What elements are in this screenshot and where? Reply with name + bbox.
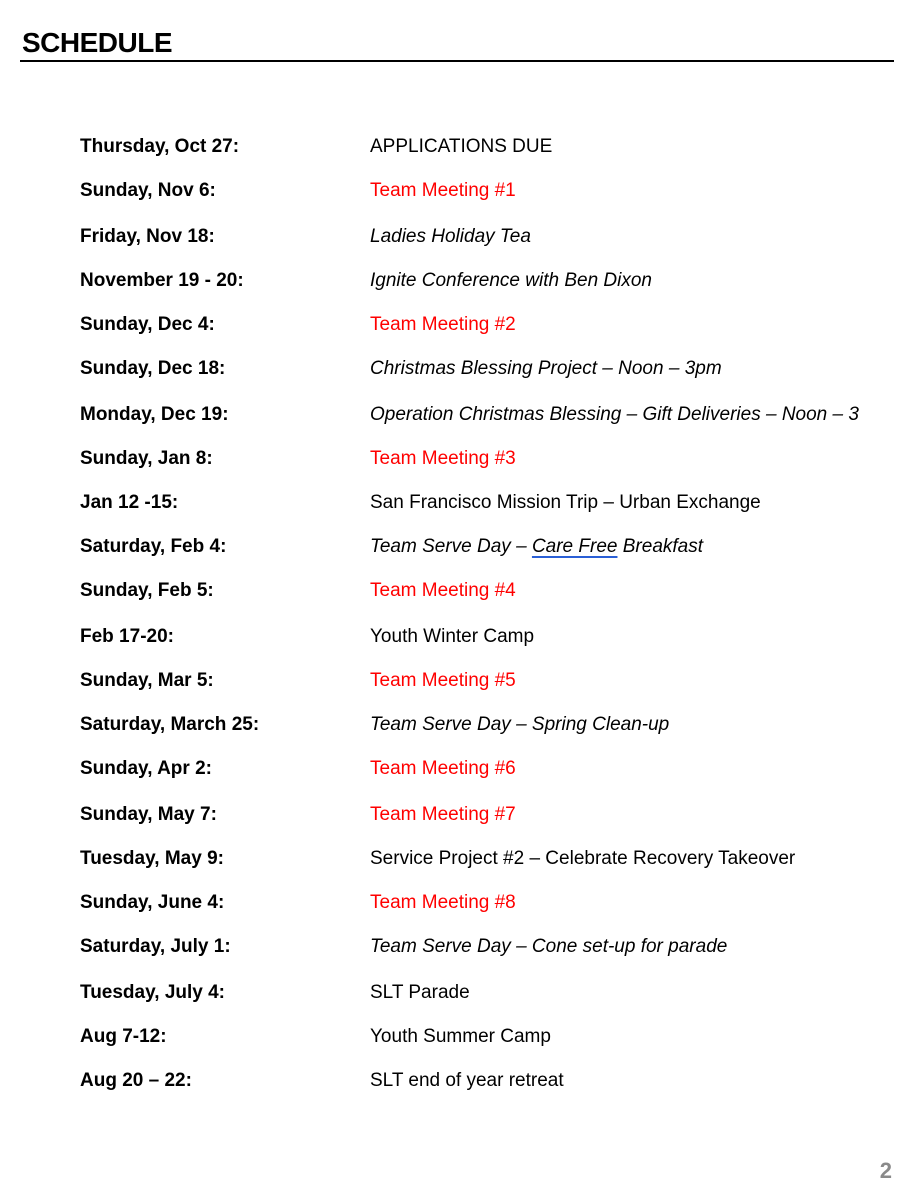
schedule-row xyxy=(0,400,922,430)
spellcheck-underlined-text[interactable]: Care Free xyxy=(531,536,618,557)
schedule-row xyxy=(0,310,922,340)
schedule-row xyxy=(0,222,922,252)
event-text-part: Breakfast xyxy=(617,536,704,557)
schedule-event: Team Serve Day – Cone set-up for parade xyxy=(370,936,728,957)
schedule-row xyxy=(0,354,922,384)
schedule-date: Sunday, Jan 8: xyxy=(80,448,213,469)
schedule-date: Sunday, Dec 4: xyxy=(80,314,215,335)
schedule-date: Friday, Nov 18: xyxy=(80,226,215,247)
schedule-event: Ignite Conference with Ben Dixon xyxy=(370,270,652,291)
page-title: SCHEDULE xyxy=(22,27,173,58)
schedule-date: Thursday, Oct 27: xyxy=(80,136,240,157)
event-text-part: Team Serve Day – xyxy=(370,536,532,557)
schedule-event-team-meeting: Team Meeting #5 xyxy=(370,670,516,691)
schedule-row xyxy=(0,176,922,206)
schedule-event: Christmas Blessing Project – Noon – 3pm xyxy=(370,358,722,379)
schedule-date: Sunday, May 7: xyxy=(80,804,217,825)
schedule-event-team-meeting: Team Meeting #3 xyxy=(370,448,516,469)
schedule-event: Service Project #2 – Celebrate Recovery Takeover xyxy=(370,848,796,869)
schedule-event-team-meeting: Team Meeting #8 xyxy=(370,892,516,913)
schedule-row xyxy=(0,888,922,918)
schedule-row xyxy=(0,266,922,296)
schedule-event-team-meeting: Team Meeting #2 xyxy=(370,314,516,335)
schedule-event: SLT Parade xyxy=(370,982,470,1003)
schedule-row xyxy=(0,932,922,962)
schedule-date: Sunday, Feb 5: xyxy=(80,580,214,601)
schedule-event: APPLICATIONS DUE xyxy=(370,136,553,157)
schedule-event: San Francisco Mission Trip – Urban Exchange xyxy=(370,492,761,513)
schedule-date: Saturday, July 1: xyxy=(80,936,231,957)
schedule-event-team-meeting: Team Meeting #4 xyxy=(370,580,516,601)
schedule-row xyxy=(0,622,922,652)
schedule-row xyxy=(0,532,922,562)
schedule-row xyxy=(0,844,922,874)
schedule-event-team-meeting: Team Meeting #7 xyxy=(370,804,516,825)
schedule-event: SLT end of year retreat xyxy=(370,1070,564,1091)
schedule-row xyxy=(0,1066,922,1096)
schedule-date: Sunday, Apr 2: xyxy=(80,758,212,779)
schedule-event: Ladies Holiday Tea xyxy=(370,226,531,247)
schedule-date: Monday, Dec 19: xyxy=(80,404,229,425)
schedule-date: Aug 20 – 22: xyxy=(80,1070,192,1091)
schedule-date: Tuesday, July 4: xyxy=(80,982,226,1003)
schedule-date: Sunday, Dec 18: xyxy=(80,358,226,379)
schedule-event: Youth Summer Camp xyxy=(370,1026,551,1047)
schedule-row xyxy=(0,488,922,518)
schedule-date: Aug 7-12: xyxy=(80,1026,167,1047)
schedule-row xyxy=(0,132,922,162)
schedule-row xyxy=(0,444,922,474)
schedule-row xyxy=(0,754,922,784)
schedule-row xyxy=(0,800,922,830)
schedule-row xyxy=(0,710,922,740)
schedule-event: Operation Christmas Blessing – Gift Deliveries – Noon – 3 xyxy=(370,404,859,425)
schedule-row xyxy=(0,1022,922,1052)
schedule-event: Team Serve Day – Spring Clean-up xyxy=(370,714,670,735)
schedule-date: November 19 - 20: xyxy=(80,270,244,291)
schedule-date: Sunday, Nov 6: xyxy=(80,180,216,201)
page-number: 2 xyxy=(879,1158,892,1183)
schedule-date: Sunday, Mar 5: xyxy=(80,670,214,691)
schedule-row xyxy=(0,978,922,1008)
title-underline-divider xyxy=(20,60,894,62)
schedule-event-team-meeting: Team Meeting #6 xyxy=(370,758,516,779)
schedule-event-team-meeting: Team Meeting #1 xyxy=(370,180,516,201)
schedule-event xyxy=(370,532,703,562)
schedule-event: Youth Winter Camp xyxy=(370,626,535,647)
schedule-date: Jan 12 -15: xyxy=(80,492,179,513)
schedule-row xyxy=(0,666,922,696)
schedule-date: Tuesday, May 9: xyxy=(80,848,224,869)
schedule-date: Saturday, March 25: xyxy=(80,714,260,735)
schedule-date: Feb 17-20: xyxy=(80,626,174,647)
schedule-date: Sunday, June 4: xyxy=(80,892,225,913)
schedule-row xyxy=(0,576,922,606)
schedule-date: Saturday, Feb 4: xyxy=(80,536,227,557)
